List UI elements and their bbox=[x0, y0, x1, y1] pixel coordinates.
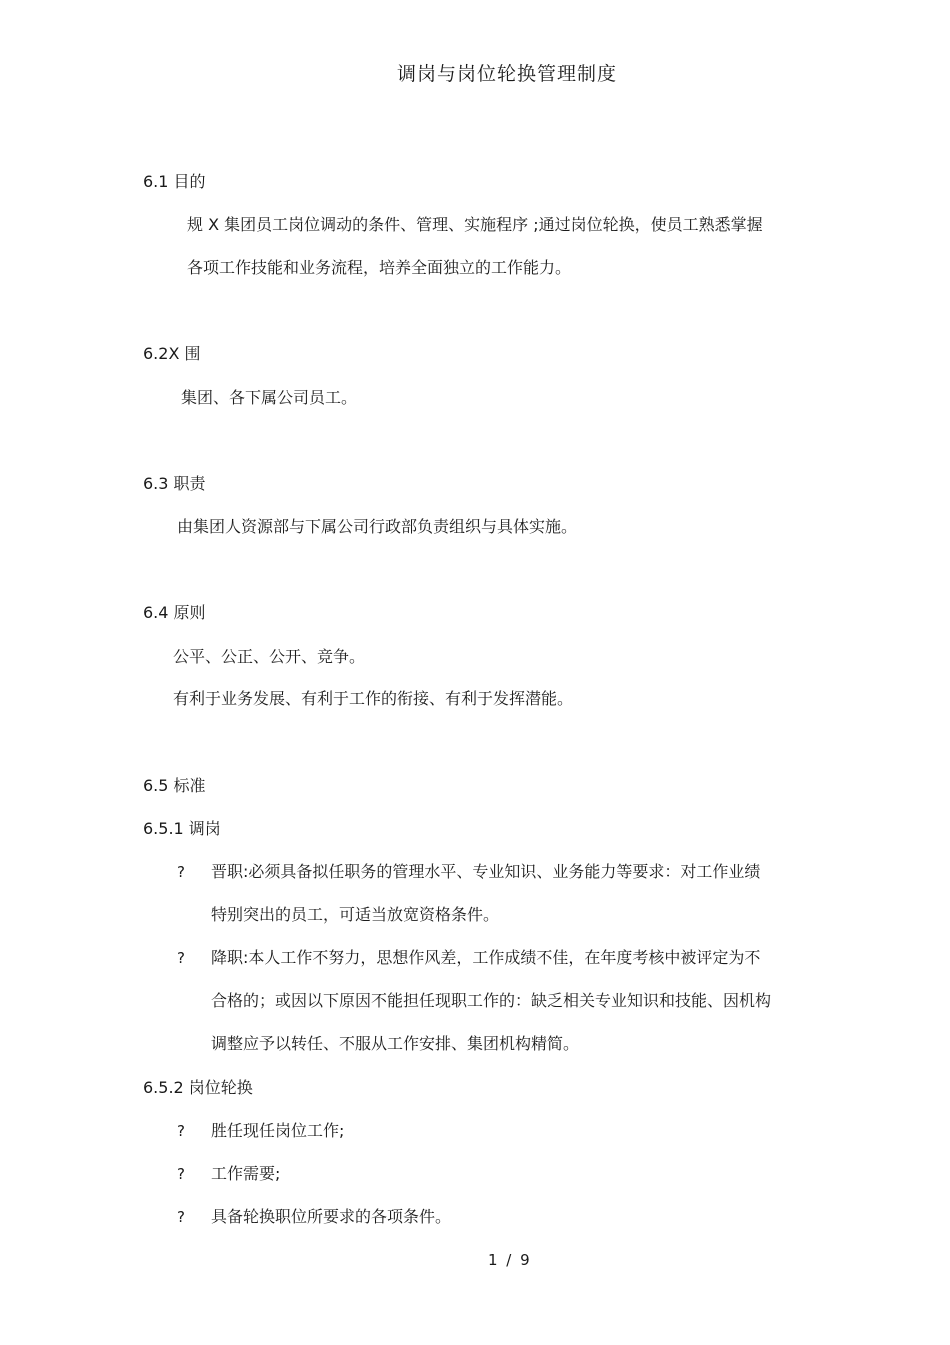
bullet-marker: ? bbox=[177, 1165, 185, 1183]
paragraph-line: 各项工作技能和业务流程，培养全面独立的工作能力。 bbox=[187, 258, 572, 277]
bullet-text-line: 特别突出的员工，可适当放宽资格条件。 bbox=[211, 905, 500, 924]
bullet-text-line: 工作需要; bbox=[211, 1164, 281, 1183]
page-number: 1 / 9 bbox=[488, 1251, 532, 1269]
paragraph-line: 有利于业务发展、有利于工作的衔接、有利于发挥潜能。 bbox=[173, 689, 574, 708]
section-heading-6-5: 6.5 标准 bbox=[143, 776, 206, 795]
paragraph-line: 规 X 集团员工岗位调动的条件、管理、实施程序 ;通过岗位轮换，使员工熟悉掌握 bbox=[187, 215, 763, 234]
bullet-marker: ? bbox=[177, 863, 185, 881]
document-title: 调岗与岗位轮换管理制度 bbox=[397, 63, 618, 85]
subsection-heading-6-5-1: 6.5.1 调岗 bbox=[143, 819, 221, 838]
paragraph-line: 由集团人资源部与下属公司行政部负责组织与具体实施。 bbox=[177, 517, 578, 536]
section-heading-6-3: 6.3 职责 bbox=[143, 474, 206, 493]
section-heading-6-4: 6.4 原则 bbox=[143, 603, 206, 622]
section-heading-6-1: 6.1 目的 bbox=[143, 172, 206, 191]
paragraph-line: 公平、公正、公开、竞争。 bbox=[173, 647, 366, 666]
bullet-marker: ? bbox=[177, 1122, 185, 1140]
bullet-text-line: 晋职:必须具备拟任职务的管理水平、专业知识、业务能力等要求：对工作业绩 bbox=[211, 862, 761, 881]
subsection-heading-6-5-2: 6.5.2 岗位轮换 bbox=[143, 1078, 253, 1097]
bullet-text-line: 具备轮换职位所要求的各项条件。 bbox=[211, 1207, 452, 1226]
section-heading-6-2: 6.2X 围 bbox=[143, 344, 201, 363]
bullet-marker: ? bbox=[177, 949, 185, 967]
paragraph-line: 集团、各下属公司员工。 bbox=[181, 388, 358, 407]
bullet-text-line: 降职:本人工作不努力，思想作风差，工作成绩不佳，在年度考核中被评定为不 bbox=[211, 948, 761, 967]
bullet-text-line: 胜任现任岗位工作; bbox=[211, 1121, 345, 1140]
bullet-text-line: 调整应予以转任、不服从工作安排、集团机构精简。 bbox=[211, 1034, 580, 1053]
bullet-marker: ? bbox=[177, 1208, 185, 1226]
bullet-text-line: 合格的；或因以下原因不能担任现职工作的：缺乏相关专业知识和技能、因机构 bbox=[211, 991, 772, 1010]
